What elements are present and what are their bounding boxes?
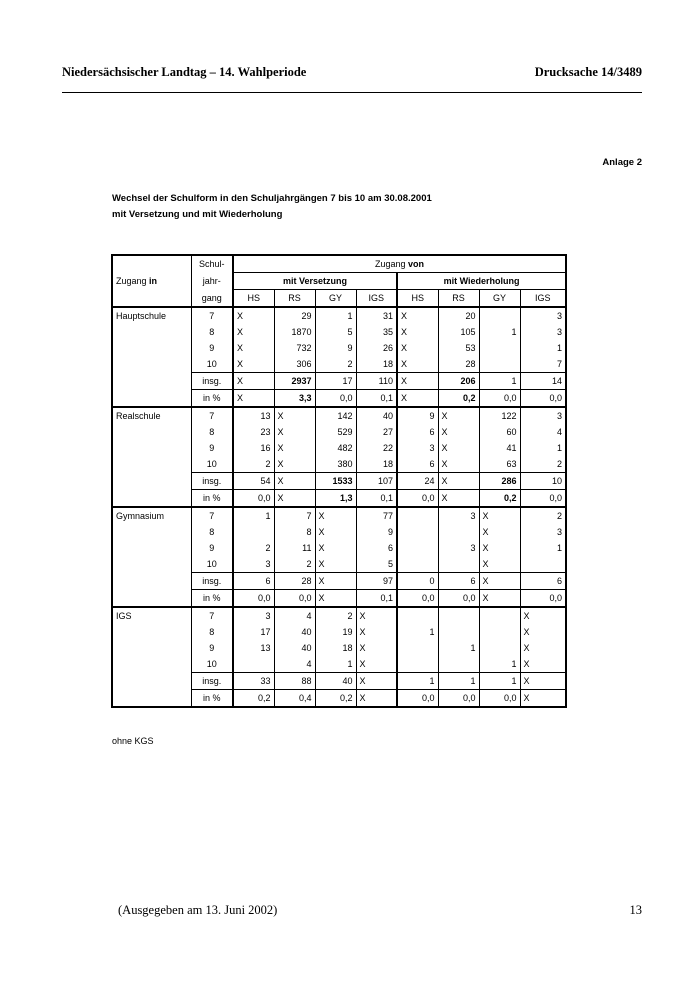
value-cell: 3 [520,407,566,424]
value-cell: 28 [438,356,479,373]
value-cell: X [233,307,274,324]
value-cell: 1 [438,640,479,656]
value-cell: X [479,507,520,524]
value-cell: 26 [356,340,397,356]
value-cell: X [520,640,566,656]
value-cell: 0,0 [438,590,479,608]
grade-label: insg. [191,673,233,690]
value-cell: 18 [315,640,356,656]
value-cell: X [438,490,479,508]
value-cell: X [356,607,397,624]
value-cell [397,556,438,573]
value-cell: 3 [233,556,274,573]
value-cell: 6 [233,573,274,590]
value-cell: 1 [397,624,438,640]
table-row [112,407,566,424]
grade-label: 10 [191,656,233,673]
grade-label: 7 [191,607,233,624]
grade-label: 7 [191,507,233,524]
value-cell: 3 [233,607,274,624]
value-cell: 16 [233,440,274,456]
value-cell: X [315,573,356,590]
column-header: IGS [356,290,397,308]
publication-date: (Ausgegeben am 13. Juni 2002) [118,903,278,917]
value-cell: 1 [479,324,520,340]
value-cell: 1 [397,673,438,690]
value-cell: 1533 [315,473,356,490]
value-cell: 110 [356,373,397,390]
value-cell: X [479,573,520,590]
value-cell: 0,0 [479,390,520,408]
value-cell: 9 [397,407,438,424]
value-cell: 0,0 [233,590,274,608]
grade-label: insg. [191,473,233,490]
value-cell [397,640,438,656]
grade-label: in % [191,690,233,708]
school-type-label: Hauptschule [112,307,191,407]
table-row [112,307,566,324]
value-cell: X [274,456,315,473]
value-cell: 1 [479,373,520,390]
column-header: GY [479,290,520,308]
value-cell: 33 [233,673,274,690]
value-cell: 54 [233,473,274,490]
value-cell [438,607,479,624]
schuljahrgang-header: gang [191,290,233,308]
value-cell: 0,0 [397,590,438,608]
value-cell: 1 [520,340,566,356]
value-cell: 0,0 [520,590,566,608]
value-cell: 3 [397,440,438,456]
zugang-von-bold: von [408,259,425,269]
value-cell: 1 [520,540,566,556]
value-cell: 6 [520,573,566,590]
value-cell: 5 [315,324,356,340]
zugang-von-prefix: Zugang [375,259,409,269]
grade-label: 8 [191,324,233,340]
grade-label: 7 [191,407,233,424]
table-title: Wechsel der Schulform in den Schuljahrgängen 7 bis 10 am 30.08.2001 [112,193,432,204]
header-title: Niedersächsischer Landtag – 14. Wahlperiode [62,65,307,79]
value-cell: X [315,556,356,573]
value-cell: X [274,407,315,424]
header-divider [62,92,642,93]
grade-label: 8 [191,624,233,640]
value-cell [479,607,520,624]
value-cell: 0,0 [520,490,566,508]
value-cell: 41 [479,440,520,456]
value-cell: 29 [274,307,315,324]
mit-versetzung-header: mit Versetzung [233,273,397,290]
value-cell: X [479,540,520,556]
value-cell: 9 [356,524,397,540]
value-cell: 1 [520,440,566,456]
value-cell [479,356,520,373]
value-cell [479,340,520,356]
value-cell: 9 [315,340,356,356]
value-cell: 1,3 [315,490,356,508]
value-cell [479,624,520,640]
school-transfer-table [111,254,567,708]
value-cell: X [520,690,566,708]
value-cell [438,624,479,640]
value-cell: X [438,424,479,440]
value-cell [520,556,566,573]
value-cell: 0,2 [438,390,479,408]
value-cell: X [356,656,397,673]
column-header: HS [233,290,274,308]
value-cell: X [233,390,274,408]
value-cell: 27 [356,424,397,440]
value-cell: 2 [315,607,356,624]
value-cell: X [479,590,520,608]
value-cell: 20 [438,307,479,324]
value-cell: X [315,540,356,556]
value-cell: 1 [479,673,520,690]
document-number: Drucksache 14/3489 [534,65,642,79]
value-cell: 2 [233,456,274,473]
value-cell: 77 [356,507,397,524]
grade-label: 10 [191,556,233,573]
value-cell: 3 [438,507,479,524]
value-cell: X [397,373,438,390]
value-cell: 17 [233,624,274,640]
value-cell: 40 [315,673,356,690]
value-cell: 3 [520,324,566,340]
value-cell: 1 [479,656,520,673]
value-cell: 732 [274,340,315,356]
value-cell: X [397,340,438,356]
value-cell: 0,0 [315,390,356,408]
value-cell: 63 [479,456,520,473]
value-cell: 35 [356,324,397,340]
attachment-label: Anlage 2 [602,157,642,168]
value-cell [397,524,438,540]
value-cell: 0,4 [274,690,315,708]
value-cell: 0,0 [479,690,520,708]
grade-label: 10 [191,356,233,373]
value-cell: 13 [233,640,274,656]
column-header: GY [315,290,356,308]
zugang-von-header [233,255,566,273]
value-cell: X [274,490,315,508]
value-cell: 2 [520,507,566,524]
value-cell: X [520,656,566,673]
school-type-label: IGS [112,607,191,707]
value-cell [233,656,274,673]
value-cell: 529 [315,424,356,440]
value-cell: 3,3 [274,390,315,408]
value-cell: 0,1 [356,590,397,608]
value-cell: X [315,590,356,608]
value-cell: 4 [520,424,566,440]
value-cell: 206 [438,373,479,390]
value-cell: 53 [438,340,479,356]
value-cell: 40 [356,407,397,424]
grade-label: 8 [191,424,233,440]
value-cell: X [520,624,566,640]
value-cell: 31 [356,307,397,324]
grade-label: 9 [191,440,233,456]
zugang-in-prefix: Zugang [116,276,150,286]
grade-label: in % [191,390,233,408]
value-cell: X [520,607,566,624]
value-cell: 107 [356,473,397,490]
value-cell [397,540,438,556]
value-cell: 22 [356,440,397,456]
value-cell: 40 [274,624,315,640]
value-cell: 0,2 [315,690,356,708]
value-cell: 17 [315,373,356,390]
mit-wiederholung-header: mit Wiederholung [397,273,566,290]
value-cell: 0,0 [397,690,438,708]
value-cell: 8 [274,524,315,540]
zugang-in-bold: in [149,276,158,286]
column-header: RS [274,290,315,308]
value-cell: X [274,424,315,440]
value-cell: 0,2 [233,690,274,708]
value-cell: X [479,556,520,573]
value-cell: 40 [274,640,315,656]
value-cell: 6 [397,456,438,473]
value-cell: X [315,507,356,524]
value-cell: 2937 [274,373,315,390]
grade-label: 8 [191,524,233,540]
value-cell: 24 [397,473,438,490]
value-cell: 2 [274,556,315,573]
value-cell [479,307,520,324]
grade-label: 9 [191,540,233,556]
value-cell: 6 [438,573,479,590]
value-cell: X [438,456,479,473]
page-number: 13 [629,903,642,917]
value-cell [233,524,274,540]
value-cell: 3 [520,307,566,324]
value-cell: X [397,324,438,340]
value-cell: 482 [315,440,356,456]
value-cell: X [233,373,274,390]
value-cell: 28 [274,573,315,590]
schuljahrgang-header: jahr- [191,273,233,290]
value-cell: X [438,407,479,424]
value-cell: X [438,440,479,456]
value-cell: 18 [356,456,397,473]
value-cell: 6 [356,540,397,556]
value-cell: 1870 [274,324,315,340]
value-cell: 122 [479,407,520,424]
table-subtitle: mit Versetzung und mit Wiederholung [112,209,283,220]
value-cell: 0,1 [356,490,397,508]
value-cell: 0,2 [479,490,520,508]
value-cell: 5 [356,556,397,573]
value-cell: 3 [438,540,479,556]
column-header: RS [438,290,479,308]
grade-label: insg. [191,373,233,390]
value-cell: 1 [315,307,356,324]
grade-label: 9 [191,340,233,356]
school-type-label: Realschule [112,407,191,507]
value-cell: 0,0 [520,390,566,408]
value-cell: 18 [356,356,397,373]
value-cell: 13 [233,407,274,424]
value-cell: X [356,673,397,690]
value-cell [438,556,479,573]
grade-label: insg. [191,573,233,590]
value-cell: 23 [233,424,274,440]
value-cell: 1 [233,507,274,524]
value-cell: 142 [315,407,356,424]
value-cell: 286 [479,473,520,490]
value-cell: 0,0 [397,490,438,508]
value-cell: X [274,473,315,490]
value-cell: 97 [356,573,397,590]
grade-label: 7 [191,307,233,324]
value-cell: 3 [520,524,566,540]
zugang-in-header [112,255,191,307]
value-cell: X [397,307,438,324]
value-cell: X [356,624,397,640]
value-cell [438,656,479,673]
table-row [112,607,566,624]
value-cell: X [233,324,274,340]
grade-label: in % [191,490,233,508]
grade-label: in % [191,590,233,608]
column-header: HS [397,290,438,308]
value-cell: X [397,356,438,373]
value-cell: 1 [315,656,356,673]
table-row [112,507,566,524]
value-cell: 2 [520,456,566,473]
value-cell: 0 [397,573,438,590]
footnote: ohne KGS [112,736,154,746]
value-cell: 0,0 [233,490,274,508]
value-cell: 11 [274,540,315,556]
value-cell: 60 [479,424,520,440]
value-cell [397,656,438,673]
value-cell [479,640,520,656]
value-cell: X [233,340,274,356]
value-cell: 306 [274,356,315,373]
value-cell: 105 [438,324,479,340]
value-cell: 380 [315,456,356,473]
value-cell: 1 [438,673,479,690]
value-cell: X [438,473,479,490]
value-cell: X [233,356,274,373]
grade-label: 10 [191,456,233,473]
value-cell: X [479,524,520,540]
value-cell: 14 [520,373,566,390]
value-cell: 7 [274,507,315,524]
value-cell: 0,0 [274,590,315,608]
value-cell: X [274,440,315,456]
school-type-label: Gymnasium [112,507,191,607]
value-cell: 10 [520,473,566,490]
value-cell [397,507,438,524]
value-cell: 7 [520,356,566,373]
value-cell: 4 [274,607,315,624]
value-cell [397,607,438,624]
value-cell: 2 [233,540,274,556]
value-cell: 2 [315,356,356,373]
column-header: IGS [520,290,566,308]
value-cell: 6 [397,424,438,440]
value-cell: 0,0 [438,690,479,708]
value-cell: X [356,640,397,656]
value-cell: X [356,690,397,708]
value-cell: 88 [274,673,315,690]
value-cell: 0,1 [356,390,397,408]
value-cell: X [520,673,566,690]
value-cell: 19 [315,624,356,640]
schuljahrgang-header: Schul- [191,255,233,273]
value-cell: X [397,390,438,408]
value-cell [438,524,479,540]
grade-label: 9 [191,640,233,656]
value-cell: 4 [274,656,315,673]
value-cell: X [315,524,356,540]
